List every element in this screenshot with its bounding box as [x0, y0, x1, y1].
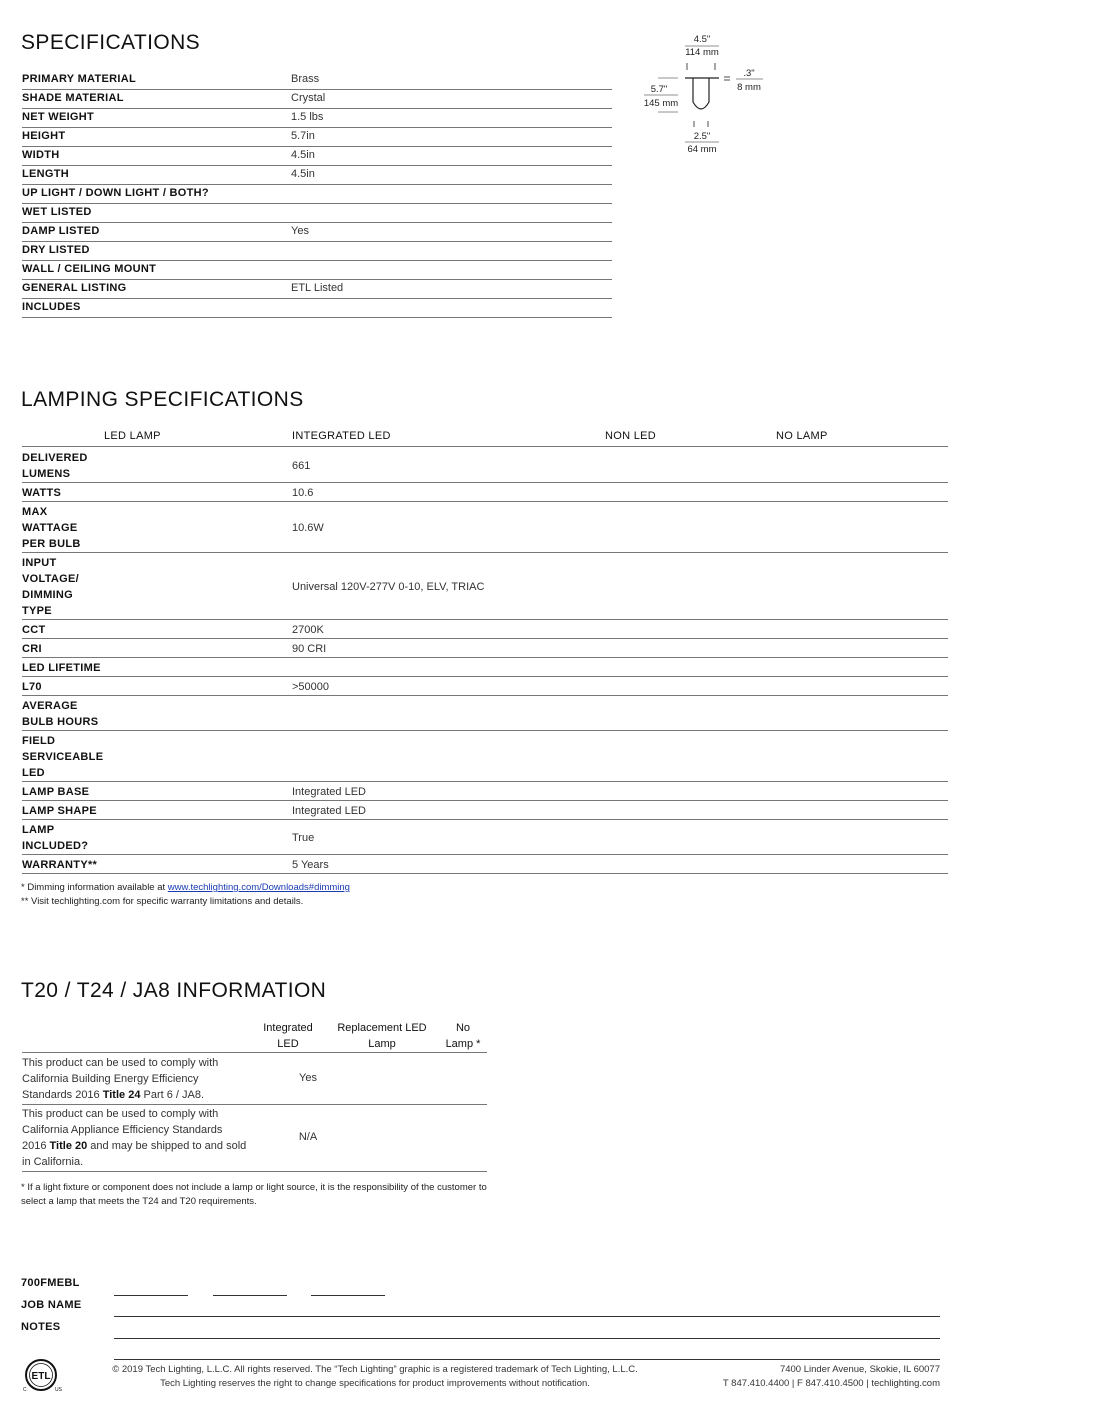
lamping-row	[22, 782, 948, 801]
t20-header-integrated: Integrated LED	[263, 1022, 313, 1050]
lamping-label: LAMP BASE	[22, 786, 90, 798]
spec-row	[22, 298, 612, 318]
spec-value: Brass	[291, 73, 320, 85]
spec-value: Crystal	[291, 92, 326, 104]
spec-label: WALL / CEILING MOUNT	[22, 263, 157, 275]
lamping-title: LAMPING SPECIFICATIONS	[21, 388, 304, 411]
lamping-value: True	[292, 832, 315, 844]
model-option-line-3[interactable]	[311, 1295, 385, 1296]
height-mm-label: 145 mm	[643, 98, 679, 109]
lamping-row	[22, 620, 948, 639]
spec-value: 5.7in	[291, 130, 315, 142]
svg-text:US: US	[55, 1387, 62, 1393]
lamping-row	[22, 801, 948, 820]
lamping-label: WATTS	[22, 487, 62, 499]
lamping-label: WARRANTY**	[22, 859, 98, 871]
header-led-lamp: LED LAMP	[104, 430, 161, 442]
spec-label: GENERAL LISTING	[22, 282, 127, 294]
copyright-line-1: © 2019 Tech Lighting, L.L.C. All rights reserved. The “Tech Lighting” graphic is a registered trademark of Tech Lighting, L.L.C.	[112, 1364, 638, 1375]
lamping-label: CCT	[22, 624, 46, 636]
lamping-row	[22, 696, 948, 731]
dimension-diagram	[638, 30, 773, 160]
lamping-value: >50000	[292, 681, 330, 693]
lamping-value: Universal 120V-277V 0-10, ELV, TRIAC	[292, 581, 485, 593]
spec-row	[22, 203, 612, 223]
lamping-value: 10.6	[292, 487, 314, 499]
job-name-field[interactable]	[114, 1316, 940, 1317]
warranty-note: ** Visit techlighting.com for specific warranty limitations and details.	[21, 896, 304, 907]
lamping-header-row	[22, 428, 948, 447]
svg-text:ETL: ETL	[31, 1371, 51, 1382]
lamping-label: LAMP INCLUDED?	[22, 824, 89, 852]
spec-value: 4.5in	[291, 168, 315, 180]
lamping-label: MAX WATTAGE PER BULB	[22, 506, 81, 550]
t20-value: N/A	[298, 1131, 318, 1143]
t20-header-no-lamp: No Lamp *	[445, 1022, 481, 1050]
lamping-row	[22, 855, 948, 874]
t20-text: This product can be used to comply with California Appliance Efficiency Standards 2016 Title 20 and may be shipped to and sold in California.	[22, 1108, 247, 1168]
spec-row	[22, 146, 612, 166]
lamping-label: AVERAGE BULB HOURS	[22, 700, 99, 728]
lamping-label: INPUT VOLTAGE/ DIMMING TYPE	[22, 557, 79, 617]
company-address: 7400 Linder Avenue, Skokie, IL 60077	[779, 1364, 940, 1375]
dimming-note-text: * Dimming information available at	[21, 882, 168, 893]
spec-label: WIDTH	[22, 149, 60, 161]
copyright-line-2: Tech Lighting reserves the right to change specifications for product improvements without notification.	[160, 1378, 590, 1389]
spec-row	[22, 241, 612, 261]
lamping-label: CRI	[22, 643, 42, 655]
lamping-label: FIELD SERVICEABLE LED	[22, 735, 104, 779]
spec-value: 4.5in	[291, 149, 315, 161]
spec-label: INCLUDES	[22, 301, 81, 313]
lamping-row	[22, 731, 948, 782]
model-number: 700FMEBL	[21, 1277, 80, 1289]
spec-label: SHADE MATERIAL	[22, 92, 124, 104]
model-option-line-1[interactable]	[114, 1295, 188, 1296]
depth-in-label: .3"	[743, 68, 755, 79]
notes-field-line-2[interactable]	[114, 1359, 940, 1360]
spec-label: NET WEIGHT	[22, 111, 95, 123]
lamping-row	[22, 483, 948, 502]
spec-label: HEIGHT	[22, 130, 66, 142]
lamping-value: 2700K	[292, 624, 324, 636]
lamping-value: 661	[292, 460, 311, 472]
t20-header-replacement: Replacement LED Lamp	[337, 1022, 427, 1050]
spec-row	[22, 70, 612, 90]
lamping-value: Integrated LED	[292, 805, 366, 817]
t24-row	[22, 1055, 487, 1105]
spec-label: WET LISTED	[22, 206, 92, 218]
spec-row	[22, 184, 612, 204]
spec-label: LENGTH	[22, 168, 70, 180]
t20-row	[22, 1106, 487, 1172]
lamping-row	[22, 448, 948, 483]
lamping-label: LAMP SHAPE	[22, 805, 97, 817]
etl-listed-logo	[21, 1358, 65, 1394]
lamping-row	[22, 502, 948, 553]
lamping-label: DELIVERED LUMENS	[22, 452, 88, 480]
spec-value: ETL Listed	[291, 282, 344, 294]
spec-label: UP LIGHT / DOWN LIGHT / BOTH?	[22, 187, 209, 199]
t20-note: * If a light fixture or component does not include a lamp or light source, it is the responsibility of the customer to select a lamp that meets the T24 and T20 requirements.	[21, 1182, 487, 1207]
lamping-value: 90 CRI	[292, 643, 327, 655]
spec-value: Yes	[291, 225, 309, 237]
spec-label: DRY LISTED	[22, 244, 90, 256]
spec-row	[22, 127, 612, 147]
header-non-led: NON LED	[605, 430, 656, 442]
spec-row	[22, 222, 612, 242]
lamping-row	[22, 658, 948, 677]
t24-text: This product can be used to comply with California Building Energy Efficiency Standards 2016 Title 24 Part 6 / JA8.	[22, 1057, 219, 1101]
spec-row	[22, 89, 612, 109]
lamping-value: 5 Years	[292, 859, 329, 871]
job-name-label: JOB NAME	[21, 1299, 82, 1311]
lamping-value: Integrated LED	[292, 786, 366, 798]
depth-mm-label: 8 mm	[737, 82, 761, 93]
spec-value: 1.5 lbs	[291, 111, 324, 123]
model-option-line-2[interactable]	[213, 1295, 287, 1296]
spec-label: PRIMARY MATERIAL	[22, 73, 136, 85]
spec-label: DAMP LISTED	[22, 225, 100, 237]
svg-text:C: C	[23, 1387, 27, 1393]
dimming-link[interactable]: www.techlighting.com/Downloads#dimming	[167, 882, 350, 893]
width-mm-label: 114 mm	[685, 47, 719, 58]
notes-field-line-1[interactable]	[114, 1338, 940, 1339]
dimming-note	[21, 881, 350, 895]
t20-title: T20 / T24 / JA8 INFORMATION	[21, 979, 327, 1002]
spec-row	[22, 165, 612, 185]
lamping-row	[22, 639, 948, 658]
spec-row	[22, 108, 612, 128]
specifications-title: SPECIFICATIONS	[21, 31, 201, 54]
company-phone: T 847.410.4400 | F 847.410.4500 | techlighting.com	[722, 1378, 940, 1389]
notes-label: NOTES	[21, 1321, 61, 1333]
lamping-row	[22, 677, 948, 696]
header-integrated-led: INTEGRATED LED	[292, 430, 391, 442]
lamping-row	[22, 553, 948, 620]
spec-row	[22, 279, 612, 299]
shade-mm-label: 64 mm	[687, 144, 717, 155]
shade-in-label: 2.5"	[693, 131, 711, 142]
lamping-label: L70	[22, 681, 42, 693]
lamping-row	[22, 820, 948, 855]
lamping-value: 10.6W	[292, 522, 324, 534]
t24-value: Yes	[299, 1072, 317, 1084]
spec-row	[22, 260, 612, 280]
lamping-label: LED LIFETIME	[22, 662, 101, 674]
width-in-label: 4.5"	[693, 34, 711, 45]
header-no-lamp: NO LAMP	[776, 430, 828, 442]
height-in-label: 5.7"	[650, 84, 668, 95]
fixture-shade-shape	[693, 78, 709, 109]
